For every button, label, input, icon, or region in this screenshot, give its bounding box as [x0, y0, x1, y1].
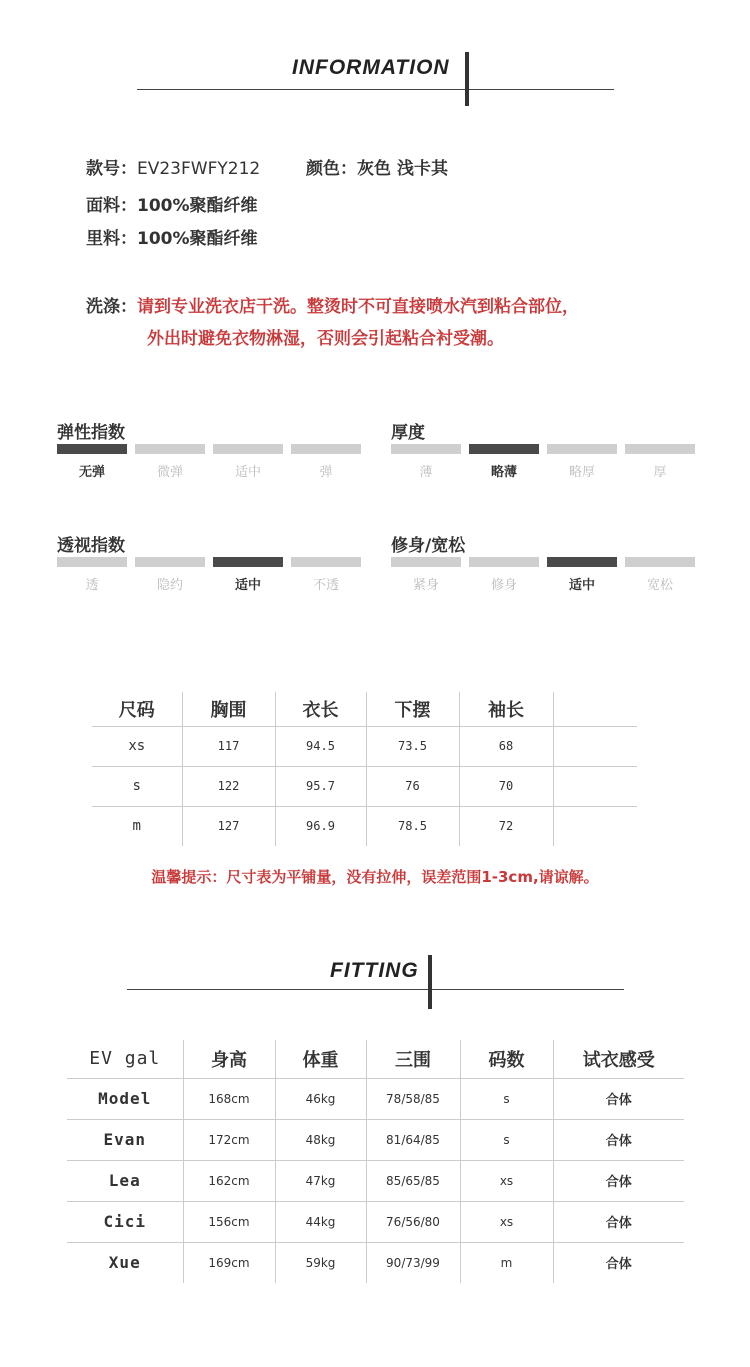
size-table: [92, 692, 637, 846]
color-label: 颜色：: [306, 159, 358, 179]
size-table-header: [92, 692, 637, 726]
size-cell: xs: [92, 726, 182, 766]
fit-cell: 162cm: [183, 1160, 275, 1201]
size-cell: [553, 766, 637, 806]
scale-bar: [291, 444, 361, 454]
fit-cell: 156cm: [183, 1201, 275, 1242]
size-cell: 76: [366, 766, 459, 806]
size-cell: 73.5: [366, 726, 459, 766]
fit-cell: 47kg: [275, 1160, 366, 1201]
fit-cell: 合体: [553, 1160, 684, 1201]
scale-option: 微弹: [156, 465, 183, 480]
fit-cell: m: [460, 1242, 553, 1283]
fit-cell: xs: [460, 1201, 553, 1242]
table-row: [67, 1160, 684, 1201]
scale-options: [57, 574, 363, 593]
fitting-title-bar: [428, 955, 432, 1009]
lining-line: [86, 224, 258, 249]
fit-cell: 合体: [553, 1242, 684, 1283]
table-row: [67, 1242, 684, 1283]
fit-cell: 169cm: [183, 1242, 275, 1283]
scale-option: 隐约: [156, 578, 183, 593]
fit-cell: Evan: [67, 1119, 183, 1160]
fit-header-cell: 试衣感受: [582, 1049, 655, 1071]
wash-text-1: 请到专业洗衣店干洗。整烫时不可直接喷水汽到粘合部位，: [137, 297, 579, 317]
fit-cell: 168cm: [183, 1078, 275, 1119]
wash-label: 洗涤：: [86, 297, 137, 317]
wash-text-2: 外出时避免衣物淋湿，否则会引起粘合衬受潮。: [147, 329, 504, 349]
size-header-cell: 尺码: [92, 692, 182, 726]
scale-bars: [391, 557, 697, 567]
size-header-cell: 衣长: [275, 692, 366, 726]
scale-bar: [547, 557, 617, 567]
scale-option: 修身: [490, 578, 517, 593]
scale-thickness: [391, 418, 697, 480]
scale-bar: [469, 444, 539, 454]
fit-cell: 合体: [553, 1119, 684, 1160]
fabric-label: 面料：: [86, 196, 137, 216]
size-cell: 68: [459, 726, 553, 766]
fit-cell: 59kg: [275, 1242, 366, 1283]
scale-title: 透视指数: [57, 536, 125, 556]
information-title-bar: [465, 52, 469, 106]
fit-cell: 合体: [553, 1201, 684, 1242]
scale-options: [57, 461, 363, 480]
scale-bars: [57, 557, 363, 567]
style-color-line: [86, 154, 448, 179]
fit-cell: 44kg: [275, 1201, 366, 1242]
scale-bars: [391, 444, 697, 454]
scale-option: 略厚: [568, 465, 595, 480]
scale-option: 透: [85, 578, 99, 593]
scale-option: 适中: [234, 465, 261, 480]
scale-option: 弹: [319, 465, 333, 480]
scale-bar: [547, 444, 617, 454]
fit-cell: Xue: [67, 1242, 183, 1283]
fit-cell: 合体: [553, 1078, 684, 1119]
size-header-cell: 胸围: [182, 692, 275, 726]
table-row: [92, 806, 637, 846]
fit-cell: xs: [460, 1160, 553, 1201]
size-cell: 127: [182, 806, 275, 846]
fit-cell: Lea: [67, 1160, 183, 1201]
scale-bar: [391, 557, 461, 567]
size-cell: 117: [182, 726, 275, 766]
fit-cell: 85/65/85: [366, 1160, 460, 1201]
fit-cell: s: [460, 1078, 553, 1119]
scale-option: 不透: [312, 578, 339, 593]
scale-title: 厚度: [391, 423, 425, 443]
size-cell: [553, 806, 637, 846]
scale-transparency: [57, 531, 363, 593]
size-cell: 70: [459, 766, 553, 806]
size-cell: 95.7: [275, 766, 366, 806]
size-cell: 72: [459, 806, 553, 846]
fitting-title: FITTING: [330, 959, 419, 982]
fabric-value: 100%聚酯纤维: [137, 196, 258, 216]
size-cell: 78.5: [366, 806, 459, 846]
wash-line-2: [147, 324, 504, 349]
scale-option: 薄: [419, 465, 433, 480]
fit-header-cell: 身高: [183, 1040, 275, 1078]
size-header-cell: 袖长: [459, 692, 553, 726]
fit-cell: s: [460, 1119, 553, 1160]
size-cell: s: [92, 766, 182, 806]
style-label: 款号：: [86, 159, 137, 179]
fit-cell: 46kg: [275, 1078, 366, 1119]
scale-option: 无弹: [78, 465, 105, 480]
scale-bar: [625, 444, 695, 454]
fit-cell: Model: [67, 1078, 183, 1119]
fit-cell: 172cm: [183, 1119, 275, 1160]
scale-option: 适中: [234, 578, 261, 593]
wash-line-1: [86, 292, 579, 317]
scale-bar: [391, 444, 461, 454]
scale-option: 厚: [653, 465, 667, 480]
scale-bar: [57, 557, 127, 567]
fit-cell: 90/73/99: [366, 1242, 460, 1283]
scale-fit: [391, 531, 697, 593]
size-cell: 96.9: [275, 806, 366, 846]
scale-bar: [213, 557, 283, 567]
fit-header-cell: 体重: [275, 1040, 366, 1078]
fitting-table: [67, 1040, 684, 1283]
table-row: [67, 1201, 684, 1242]
fit-header-cell: 三围: [366, 1040, 460, 1078]
table-row: [92, 726, 637, 766]
size-header-cell: [553, 692, 637, 726]
scale-elasticity: [57, 418, 363, 480]
table-row: [92, 766, 637, 806]
size-note: 温馨提示：尺寸表为平铺量，没有拉伸，误差范围1-3cm,请谅解。: [151, 868, 599, 886]
fit-cell: 78/58/85: [366, 1078, 460, 1119]
scale-options: [391, 574, 697, 593]
color-value: 灰色 浅卡其: [357, 159, 448, 179]
fitting-divider: [127, 989, 624, 990]
fitting-table-header: [67, 1040, 684, 1078]
scale-title: 修身/宽松: [391, 536, 466, 556]
style-value: EV23FWFY212: [137, 159, 261, 179]
scale-option: 宽松: [646, 578, 673, 593]
size-cell: 122: [182, 766, 275, 806]
fit-cell: 76/56/80: [366, 1201, 460, 1242]
fabric-line: [86, 191, 258, 216]
scale-bar: [625, 557, 695, 567]
fit-cell: 81/64/85: [366, 1119, 460, 1160]
table-row: [67, 1119, 684, 1160]
scale-option: 紧身: [412, 578, 439, 593]
scale-bar: [213, 444, 283, 454]
information-title: INFORMATION: [292, 56, 450, 79]
scale-bar: [57, 444, 127, 454]
scale-bars: [57, 444, 363, 454]
fit-header-cell: 码数: [460, 1040, 553, 1078]
table-row: [67, 1078, 684, 1119]
scale-option: 略薄: [490, 465, 517, 480]
scale-options: [391, 461, 697, 480]
size-cell: 94.5: [275, 726, 366, 766]
scale-bar: [469, 557, 539, 567]
scale-bar: [135, 444, 205, 454]
lining-label: 里料：: [86, 229, 137, 249]
size-cell: [553, 726, 637, 766]
size-cell: m: [92, 806, 182, 846]
lining-value: 100%聚酯纤维: [137, 229, 258, 249]
scale-option: 适中: [568, 578, 595, 593]
fit-header-cell: EV gal: [67, 1040, 183, 1078]
size-header-cell: 下摆: [366, 692, 459, 726]
fit-cell: Cici: [67, 1201, 183, 1242]
fit-cell: 48kg: [275, 1119, 366, 1160]
information-divider: [137, 89, 614, 90]
scale-title: 弹性指数: [57, 423, 125, 443]
scale-bar: [291, 557, 361, 567]
scale-bar: [135, 557, 205, 567]
